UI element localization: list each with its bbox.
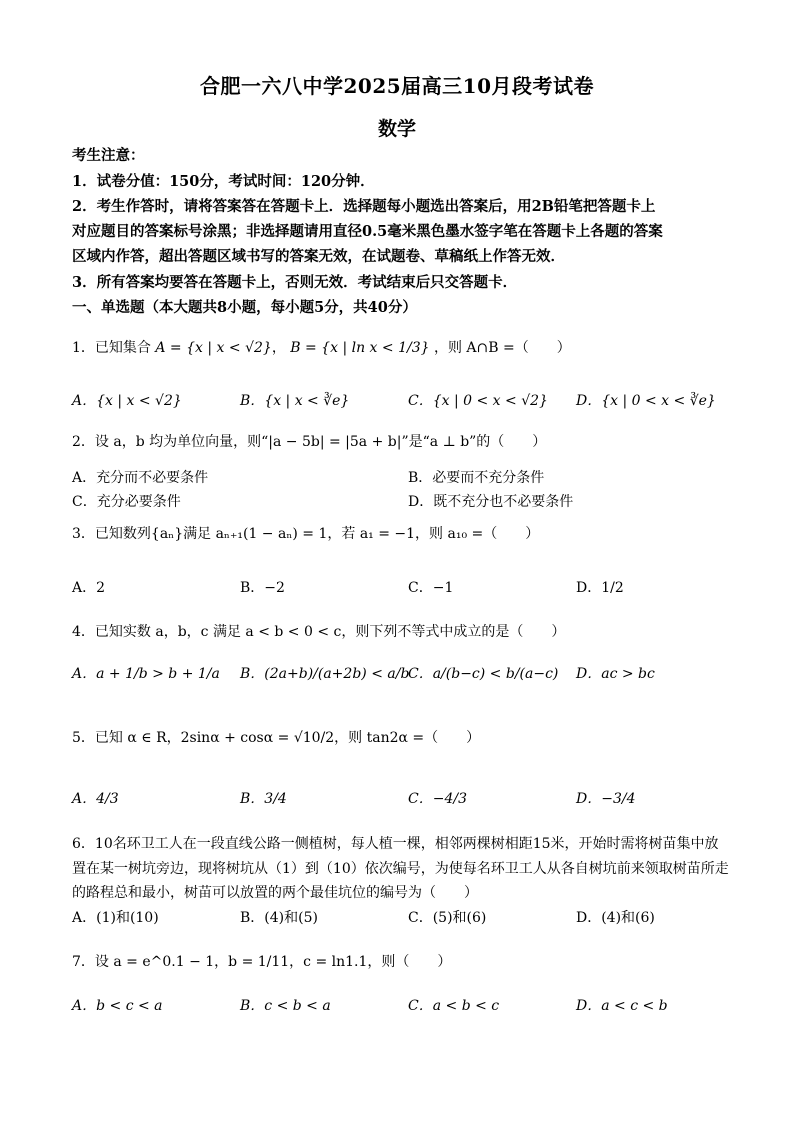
question-6-option-b: B．(4)和(5) bbox=[240, 910, 318, 926]
question-1-prefix: 1．已知集合 bbox=[72, 340, 151, 356]
question-3-option-d: D．1/2 bbox=[576, 580, 624, 596]
question-4-option-d: D．ac > bc bbox=[576, 666, 655, 682]
question-3-option-a: A．2 bbox=[72, 580, 106, 596]
question-2-option-a: A．充分而不必要条件 bbox=[72, 470, 209, 486]
question-5-option-c: C．−4/3 bbox=[408, 791, 467, 807]
question-4-option-b: B．(2a+b)/(a+2b) < a/b bbox=[240, 666, 410, 682]
question-6-line-3: 的路程总和最小，树苗可以放置的两个最佳坑位的编号为（ ） bbox=[72, 885, 478, 901]
question-1-option-b: B．{x | x < ∛e} bbox=[240, 393, 350, 409]
set-a: A = {x | x < √2} bbox=[155, 340, 272, 356]
question-1-option-c: C．{x | 0 < x < √2} bbox=[408, 393, 548, 409]
question-4-option-c: C．a/(b−c) < b/(a−c) bbox=[408, 666, 559, 682]
question-2-option-d: D．既不充分也不必要条件 bbox=[408, 494, 574, 510]
question-3-option-c: C．−1 bbox=[408, 580, 454, 596]
question-2-stem: 2．设 a，b 均为单位向量，则“|a − 5b| = |5a + b|”是“a ⊥ b”的（ ） bbox=[72, 434, 547, 450]
question-4-option-a: A．a + 1/b > b + 1/a bbox=[72, 666, 220, 682]
question-6-line-2: 置在某一树坑旁边，现将树坑从（1）到（10）依次编号，为使每名环卫工人从各自树坑前来领取树苗所走 bbox=[72, 861, 729, 877]
exam-subject: 数学 bbox=[377, 118, 416, 140]
notice-item-3: 3．所有答案均要答在答题卡上，否则无效．考试结束后只交答题卡． bbox=[72, 274, 518, 291]
question-5-stem: 5．已知 α ∈ R，2sinα + cosα = √10/2，则 tan2α =（ ） bbox=[72, 730, 481, 746]
question-3-stem: 3．已知数列{aₙ}满足 aₙ₊₁(1 − aₙ) = 1，若 a₁ = −1，则 a₁₀ =（ ） bbox=[72, 526, 540, 542]
question-1-stem bbox=[72, 336, 571, 360]
question-6-option-c: C．(5)和(6) bbox=[408, 910, 487, 926]
question-5-option-d: D．−3/4 bbox=[576, 791, 636, 807]
exam-title: 合肥一六八中学2025届高三10月段考试卷 bbox=[200, 74, 594, 98]
question-3-option-b: B．−2 bbox=[240, 580, 285, 596]
question-6-option-d: D．(4)和(6) bbox=[576, 910, 655, 926]
question-7-option-c: C．a < b < c bbox=[408, 998, 500, 1014]
question-7-option-b: B．c < b < a bbox=[240, 998, 331, 1014]
question-2-option-c: C．充分必要条件 bbox=[72, 494, 181, 510]
question-1-option-d: D．{x | 0 < x < ∛e} bbox=[576, 393, 716, 409]
section-heading: 一、单选题（本大题共8小题，每小题5分，共40分） bbox=[72, 299, 417, 316]
question-5-option-a: A．4/3 bbox=[72, 791, 119, 807]
notice-item-2-line-1: 2．考生作答时，请将答案答在答题卡上．选择题每小题选出答案后，用2B铅笔把答题卡上 bbox=[72, 198, 656, 215]
question-5-option-b: B．3/4 bbox=[240, 791, 287, 807]
set-b: B = {x | ln x < 1/3} bbox=[290, 340, 430, 356]
question-6-option-a: A．(1)和(10) bbox=[72, 910, 159, 926]
notice-item-1: 1．试卷分值：150分，考试时间：120分钟． bbox=[72, 173, 375, 190]
notice-heading: 考生注意： bbox=[72, 147, 145, 164]
question-7-option-a: A．b < c < a bbox=[72, 998, 163, 1014]
question-7-option-d: D．a < c < b bbox=[576, 998, 668, 1014]
question-2-option-b: B．必要而不充分条件 bbox=[408, 470, 545, 486]
question-1-comma: ， bbox=[271, 340, 286, 356]
notice-item-2-line-3: 区域内作答，超出答题区域书写的答案无效，在试题卷、草稿纸上作答无效． bbox=[72, 248, 565, 265]
question-1-option-a: A．{x | x < √2} bbox=[72, 393, 182, 409]
question-4-stem: 4．已知实数 a，b，c 满足 a < b < 0 < c，则下列不等式中成立的是（ ） bbox=[72, 624, 566, 640]
question-7-stem: 7．设 a = e^0.1 − 1，b = 1/11，c = ln1.1，则（ ） bbox=[72, 954, 452, 970]
question-6-line-1: 6．10名环卫工人在一段直线公路一侧植树，每人植一棵，相邻两棵树相距15米，开始时需将树苗集中放 bbox=[72, 836, 719, 852]
question-1-tail: ，则 A∩B =（ ） bbox=[433, 340, 571, 356]
notice-item-2-line-2: 对应题目的答案标号涂黑；非选择题请用直径0.5毫米黑色墨水签字笔在答题卡上各题的答案 bbox=[72, 223, 663, 240]
